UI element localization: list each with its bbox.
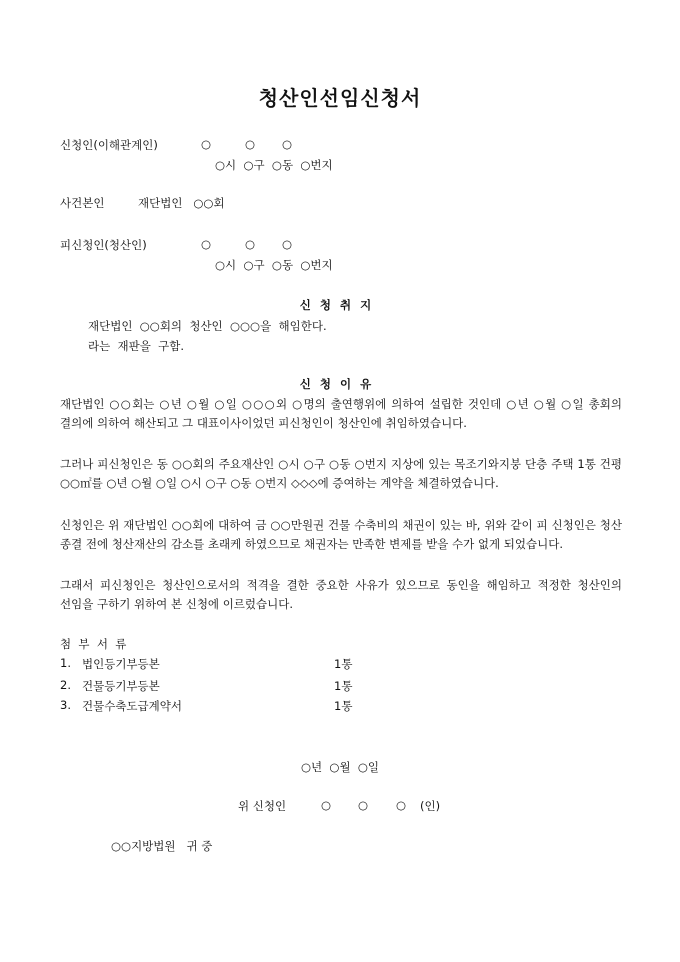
reasons-heading: 신청이유	[299, 377, 381, 391]
respondent-address: ○시 ○구 ○동 ○번지	[215, 258, 333, 272]
applicant-address: ○시 ○구 ○동 ○번지	[215, 158, 333, 172]
reason-paragraph-4: 그래서 피신청인은 청산인으로서의 적격을 결한 중요한 사유가 있으므로 동인을 해임하고 적정한 청산인의 선임을 구하기 위하여 본 신청에 이르렀습니다.	[60, 578, 622, 611]
reason-paragraph-1: 재단법인 ○○회는 ○년 ○월 ○일 ○○○외 ○명의 출연행위에 의하여 설립한 것인데 ○년 ○월 ○일 총회의 결의에 의하여 해산되고 그 대표이사이었던 피신청인이 청산인에 취임하였습니다.	[60, 397, 622, 430]
respondent-name-mark-2: ○	[245, 237, 256, 251]
attachment-quantity: 1통	[334, 699, 353, 713]
attachment-name: 법인등기부등본	[82, 657, 160, 671]
document-title: 청산인선임신청서	[258, 86, 422, 110]
attachment-number: 3.	[60, 698, 71, 712]
applicant-name-mark-2: ○	[245, 137, 256, 151]
signature-mark-3: ○	[396, 798, 407, 812]
seal-mark: (인)	[420, 799, 441, 813]
reason-paragraph-3: 신청인은 위 재단법인 ○○회에 대하여 금 ○○만원권 건물 수축비의 채권이 있는 바, 위와 같이 피 신청인은 청산 종결 전에 청산재산의 감소를 초래케 하였으므로 채권자는 만족한 변제를 받을 수가 없게 되었습니다.	[60, 518, 622, 551]
court-addressee: ○○지방법원 귀 중	[111, 839, 213, 853]
filing-date: ○년 ○월 ○일	[300, 760, 380, 774]
purpose-line-1: 재단법인 ○○회의 청산인 ○○○을 해임한다.	[88, 319, 327, 333]
attachment-quantity: 1통	[334, 657, 353, 671]
respondent-name-mark-1: ○	[201, 237, 212, 251]
attachment-number: 2.	[60, 678, 71, 692]
purpose-heading: 신청취지	[299, 298, 381, 312]
case-label: 사건본인	[60, 196, 105, 210]
signature-mark-1: ○	[321, 798, 332, 812]
applicant-label: 신청인(이해관계인)	[60, 138, 158, 152]
attachment-name: 건물등기부등본	[82, 679, 160, 693]
attachments-heading: 첨 부 서 류	[60, 637, 127, 651]
attachment-number: 1.	[60, 656, 71, 670]
purpose-line-2: 라는 재판을 구함.	[88, 339, 185, 353]
respondent-label: 피신청인(청산인)	[60, 238, 147, 252]
applicant-name-mark-1: ○	[201, 137, 212, 151]
case-value: 재단법인 ○○회	[138, 196, 225, 210]
reason-paragraph-2: 그러나 피신청인은 동 ○○회의 주요재산인 ○시 ○구 ○동 ○번지 지상에 있는 목조기와지붕 단층 주택 1통 건평 ○○㎡를 ○년 ○월 ○일 ○시 ○구 ○동 ○번지 ◇◇◇에 증여하는 계약을 체결하였습니다.	[60, 457, 622, 490]
signature-label: 위 신청인	[238, 799, 287, 813]
attachment-quantity: 1통	[334, 679, 353, 693]
respondent-name-mark-3: ○	[282, 237, 293, 251]
signature-mark-2: ○	[358, 798, 369, 812]
attachment-name: 건물수축도급계약서	[82, 699, 182, 713]
applicant-name-mark-3: ○	[282, 137, 293, 151]
